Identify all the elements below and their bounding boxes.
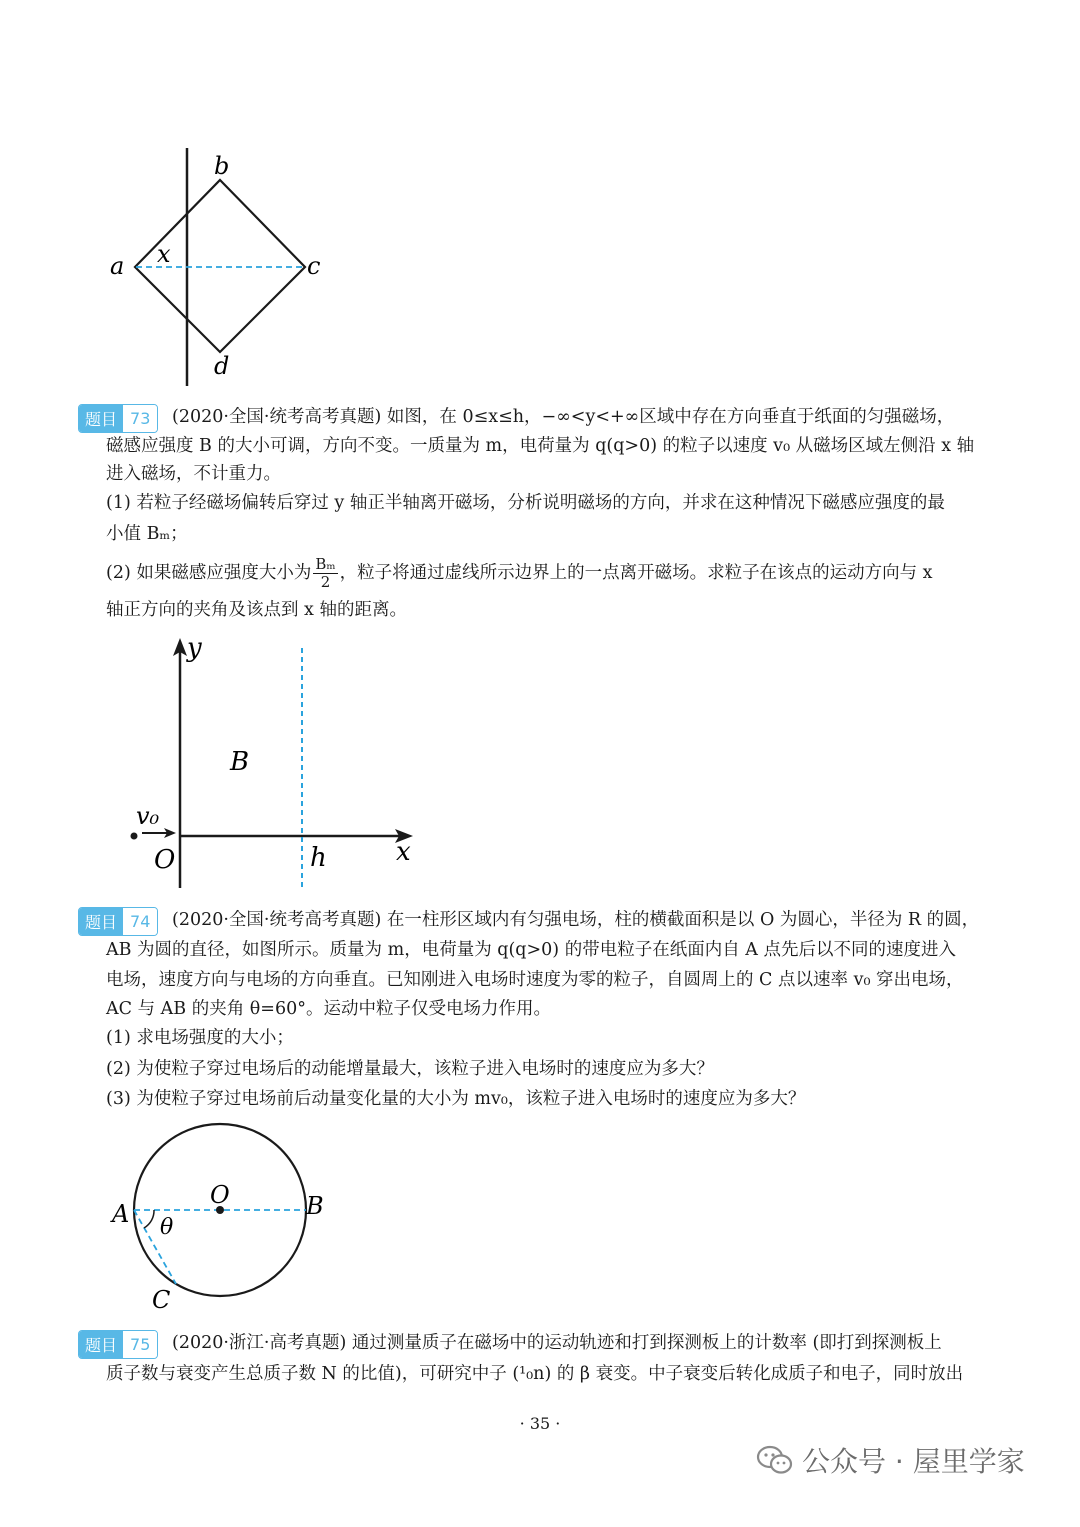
page-number: · 35 · [519,1414,561,1433]
q73-line-1: (2020·全国·统考高考真题) 如图，在 0≤x≤h，−∞<y<+∞区域中存在方向垂直于纸面的匀强磁场， [172,407,955,427]
fraction-denominator: 2 [320,573,331,591]
question-badge-74 [78,907,158,936]
q73-line-4: (1) 若粒子经磁场偏转后穿过 y 轴正半轴离开磁场，分析说明磁场的方向，并求在这种情况下磁感应强度的最 [106,493,945,513]
q74-line-2: AB 为圆的直径，如图所示。质量为 m，电荷量为 q(q>0) 的带电粒子在纸面内自 A 点先后以不同的速度进入 [106,940,956,960]
label-theta: θ [160,1215,174,1240]
label-c: c [307,252,321,280]
figure-square [100,140,340,390]
label-y: y [187,633,202,663]
q73-line-6-start: (2) 如果磁感应强度大小为 [106,563,312,583]
badge-label: 题目 [79,908,123,935]
label-h: h [310,843,327,873]
label-b: b [214,152,230,180]
q75-line-1: (2020·浙江·高考真题) 通过测量质子在磁场中的运动轨迹和打到探测板上的计数率 (即打到探测板上 [172,1333,942,1353]
q73-line-2: 磁感应强度 B 的大小可调，方向不变。一质量为 m，电荷量为 q(q>0) 的粒子以速度 v₀ 从磁场区域左侧沿 x 轴 [106,436,975,456]
q74-line-5: (1) 求电场强度的大小； [106,1028,294,1048]
label-A: A [112,1200,130,1228]
q73-line-7: 轴正方向的夹角及该点到 x 轴的距离。 [106,600,407,620]
q74-line-4: AC 与 AB 的夹角 θ=60°。运动中粒子仅受电场力作用。 [106,999,551,1019]
label-d: d [214,352,230,380]
label-v0: v₀ [136,802,160,830]
fraction-numerator: Bₘ [315,555,336,573]
q74-line-7: (3) 为使粒子穿过电场前后动量变化量的大小为 mv₀，该粒子进入电场时的速度应为多大？ [106,1089,806,1109]
label-B: B [306,1192,324,1220]
particle-dot [131,833,138,840]
label-x: x [396,837,411,867]
label-O: O [210,1181,230,1209]
q74-line-1: (2020·全国·统考高考真题) 在一柱形区域内有匀强电场，柱的横截面积是以 O 为圆心，半径为 R 的圆， [172,910,980,930]
watermark-text: 公众号 · 屋里学家 [802,1445,1025,1478]
q75-line-2: 质子数与衰变产生总质子数 N 的比值)，可研究中子 (¹₀n) 的 β 衰变。中子衰变后转化成质子和电子，同时放出 [106,1364,964,1384]
watermark [756,1440,1025,1480]
label-B: B [230,747,250,777]
badge-number: 75 [123,1331,157,1358]
angle-arc [144,1210,154,1228]
figure-magnetic-field [120,630,430,895]
q73-line-6 [106,552,933,594]
badge-label: 题目 [79,1331,123,1358]
question-badge-73 [78,404,158,433]
q73-line-6-end: ，粒子将通过虚线所示边界上的一点离开磁场。求粒子在该点的运动方向与 x [339,563,933,583]
figure-circle [100,1120,340,1320]
badge-number: 73 [123,405,157,432]
label-O: O [154,845,176,875]
badge-label: 题目 [79,405,123,432]
q73-line-5: 小值 Bₘ； [106,524,188,544]
wechat-icon [756,1444,794,1476]
fraction-bm-over-2 [313,556,337,591]
question-badge-75 [78,1330,158,1359]
label-C: C [152,1286,171,1314]
q74-line-3: 电场，速度方向与电场的方向垂直。已知刚进入电场时速度为零的粒子，自圆周上的 C 点以速率 v₀ 穿出电场， [106,970,964,990]
label-a: a [110,252,125,280]
q73-line-3: 进入磁场，不计重力。 [106,464,281,484]
label-x: x [157,240,171,268]
badge-number: 74 [123,908,157,935]
q74-line-6: (2) 为使粒子穿过电场后的动能增量最大，该粒子进入电场时的速度应为多大？ [106,1059,714,1079]
